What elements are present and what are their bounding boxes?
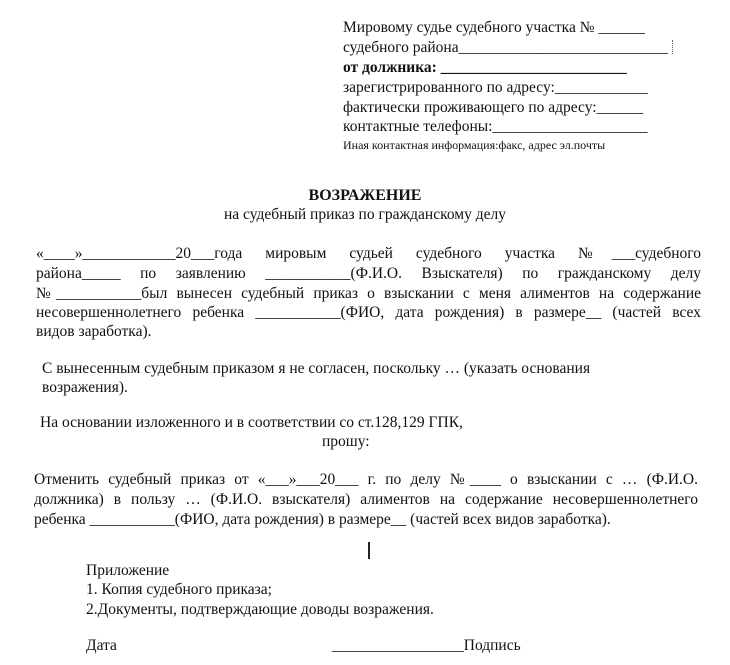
attachment-item: 2.Документы, подтверждающие доводы возражения. [86,601,434,618]
document-subtitle: на судебный приказ по гражданскому делу [224,206,506,223]
paragraph-line: должника) в пользу … (Ф.И.О. взыскателя) алиментов на содержание несовершеннолетнего [34,491,698,508]
debtor-line: от должника: ________________________ [343,59,627,76]
registered-address-line: зарегистрированного по адресу:____________ [343,79,648,96]
attachment-item: 1. Копия судебного приказа; [86,581,272,598]
attachments-heading: Приложение [86,562,170,579]
paragraph-line: «____»____________20___года мировым судьей судебного участка №___судебного [36,245,701,262]
paragraph-line: Отменить судебный приказ от «___»___20___ г. по делу №____ о взыскании с … (Ф.И.О. [34,471,698,488]
text-cursor [368,542,370,559]
paragraph-line: видов заработка). [36,323,152,340]
other-contact-info-line: Иная контактная информация:факс, адрес эл.почты [343,138,606,152]
paragraph-line: ребенка ___________(ФИО, дата рождения) в размере__ (частей всех видов заработка). [34,511,611,528]
document-title: ВОЗРАЖЕНИЕ [308,187,422,204]
paragraph-line: района_____ по заявлению ___________(Ф.И.О. Взыскателя) по гражданскому делу [36,265,701,282]
addressee-judge-line: Мировому судье судебного участка № ______ [343,19,645,36]
actual-address-line: фактически проживающего по адресу:______ [343,99,644,116]
contact-phones-line: контактные телефоны:____________________ [343,118,648,135]
paragraph-line: На основании изложенного и в соответствии со ст.128,129 ГПК, [40,414,463,431]
paragraph-line: №___________был вынесен судебный приказ о взыскании с меня алиментов на содержание [36,285,701,302]
addressee-district-line: судебного района___________________________ [343,39,668,56]
margin-mark [672,40,676,54]
paragraph-line: возражения). [42,379,128,396]
paragraph-line: С вынесенным судебным приказом я не согласен, поскольку … (указать основания [42,360,591,377]
paragraph-line: несовершеннолетнего ребенка ___________(ФИО, дата рождения) в размере__ (частей всех [36,304,701,321]
date-label: Дата [86,637,117,654]
request-word: прошу: [322,433,370,450]
signature-line: _________________Подпись [332,637,521,654]
